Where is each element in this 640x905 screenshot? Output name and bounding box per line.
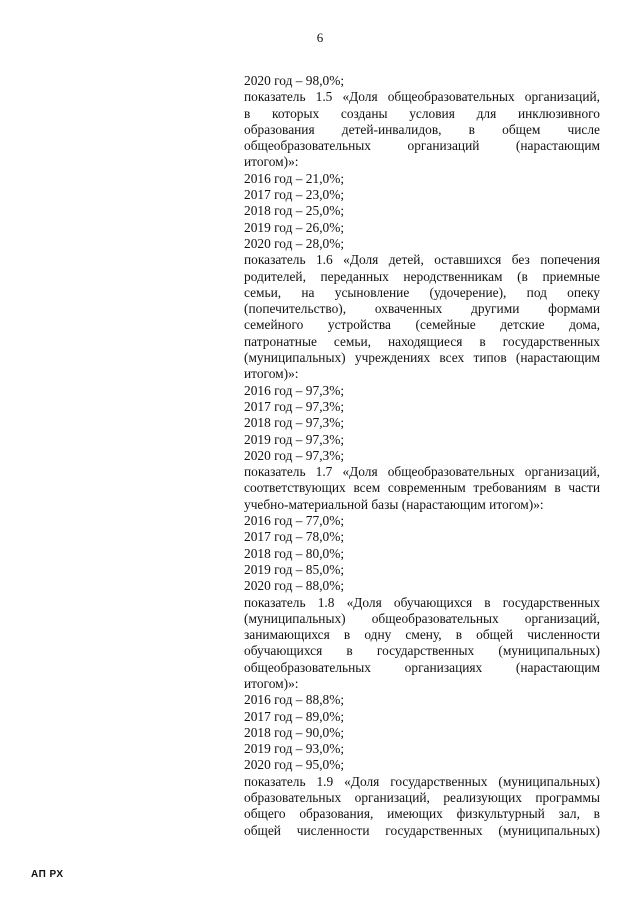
text-line: (муниципальных) учреждениях всех типов (нарастающим — [244, 350, 600, 366]
page-number: 6 — [316, 30, 324, 45]
text-line: 2017 год – 97,3%; — [244, 398, 345, 414]
text-line: 2020 год – 88,0%; — [244, 578, 345, 594]
text-line: 2016 год – 88,8%; — [244, 692, 345, 708]
text-line: итогом)»: — [244, 675, 299, 691]
text-line: (попечительство), охваченных другими формами — [244, 301, 600, 317]
text-line: семейного устройства (семейные детские дома, — [244, 317, 600, 333]
text-line: 2016 год – 21,0%; — [244, 170, 345, 186]
text-line: 2017 год – 23,0%; — [244, 187, 345, 203]
text-line: 2019 год – 97,3%; — [244, 431, 345, 447]
text-line: занимающихся в одну смену, в общей численности — [244, 627, 600, 643]
text-line: 2017 год – 78,0%; — [244, 529, 345, 545]
text-line: 2020 год – 98,0%; — [244, 73, 345, 88]
text-line: 2019 год – 93,0%; — [244, 741, 345, 757]
document-body — [244, 73, 600, 839]
text-line: общеобразовательных организаций (нарастающим — [244, 138, 600, 154]
text-line: (муниципальных) общеобразовательных организаций, — [244, 610, 600, 626]
text-line: 2019 год – 85,0%; — [244, 561, 345, 577]
footer-mark: АП РХ — [31, 869, 64, 880]
text-line: показатель 1.9 «Доля государственных (муниципальных) — [244, 773, 600, 789]
text-line: 2018 год – 25,0%; — [244, 203, 345, 219]
text-line: показатель 1.5 «Доля общеобразовательных организаций, — [244, 89, 600, 105]
text-line: патронатные семьи, находящиеся в государственных — [244, 333, 600, 349]
text-line: общей численности государственных (муниципальных) — [244, 822, 600, 838]
text-line: родителей, переданных неродственникам (в приемные — [244, 268, 600, 284]
text-line: итогом)»: — [244, 366, 299, 382]
text-line: образовательных организаций, реализующих программы — [244, 790, 600, 806]
text-line: 2017 год – 89,0%; — [244, 708, 345, 724]
text-line: общего образования, имеющих физкультурный зал, в — [244, 806, 600, 822]
text-line: обучающихся в государственных (муниципальных) — [244, 643, 600, 659]
text-line: показатель 1.6 «Доля детей, оставшихся без попечения — [244, 252, 600, 268]
text-line: 2018 год – 97,3%; — [244, 415, 345, 431]
text-line: образования детей-инвалидов, в общем числе — [244, 121, 600, 137]
text-line: показатель 1.7 «Доля общеобразовательных организаций, — [244, 464, 600, 480]
text-line: показатель 1.8 «Доля обучающихся в государственных — [244, 594, 600, 610]
text-line: учебно-материальной базы (нарастающим итогом)»: — [244, 496, 544, 512]
text-line: 2018 год – 80,0%; — [244, 545, 345, 561]
text-line: 2018 год – 90,0%; — [244, 724, 345, 740]
text-line: 2020 год – 95,0%; — [244, 757, 345, 773]
text-line: 2016 год – 77,0%; — [244, 513, 345, 529]
text-line: общеобразовательных организациях (нарастающим — [244, 659, 600, 675]
text-line: семьи, на усыновление (удочерение), под опеку — [244, 284, 600, 300]
text-line: в которых созданы условия для инклюзивного — [244, 105, 600, 121]
text-line: 2020 год – 28,0%; — [244, 235, 345, 251]
text-line: 2020 год – 97,3%; — [244, 447, 345, 463]
text-line: 2019 год – 26,0%; — [244, 219, 345, 235]
text-line: 2016 год – 97,3%; — [244, 382, 345, 398]
text-line: соответствующих всем современным требованиям в части — [244, 480, 600, 496]
text-line: итогом)»: — [244, 154, 299, 170]
